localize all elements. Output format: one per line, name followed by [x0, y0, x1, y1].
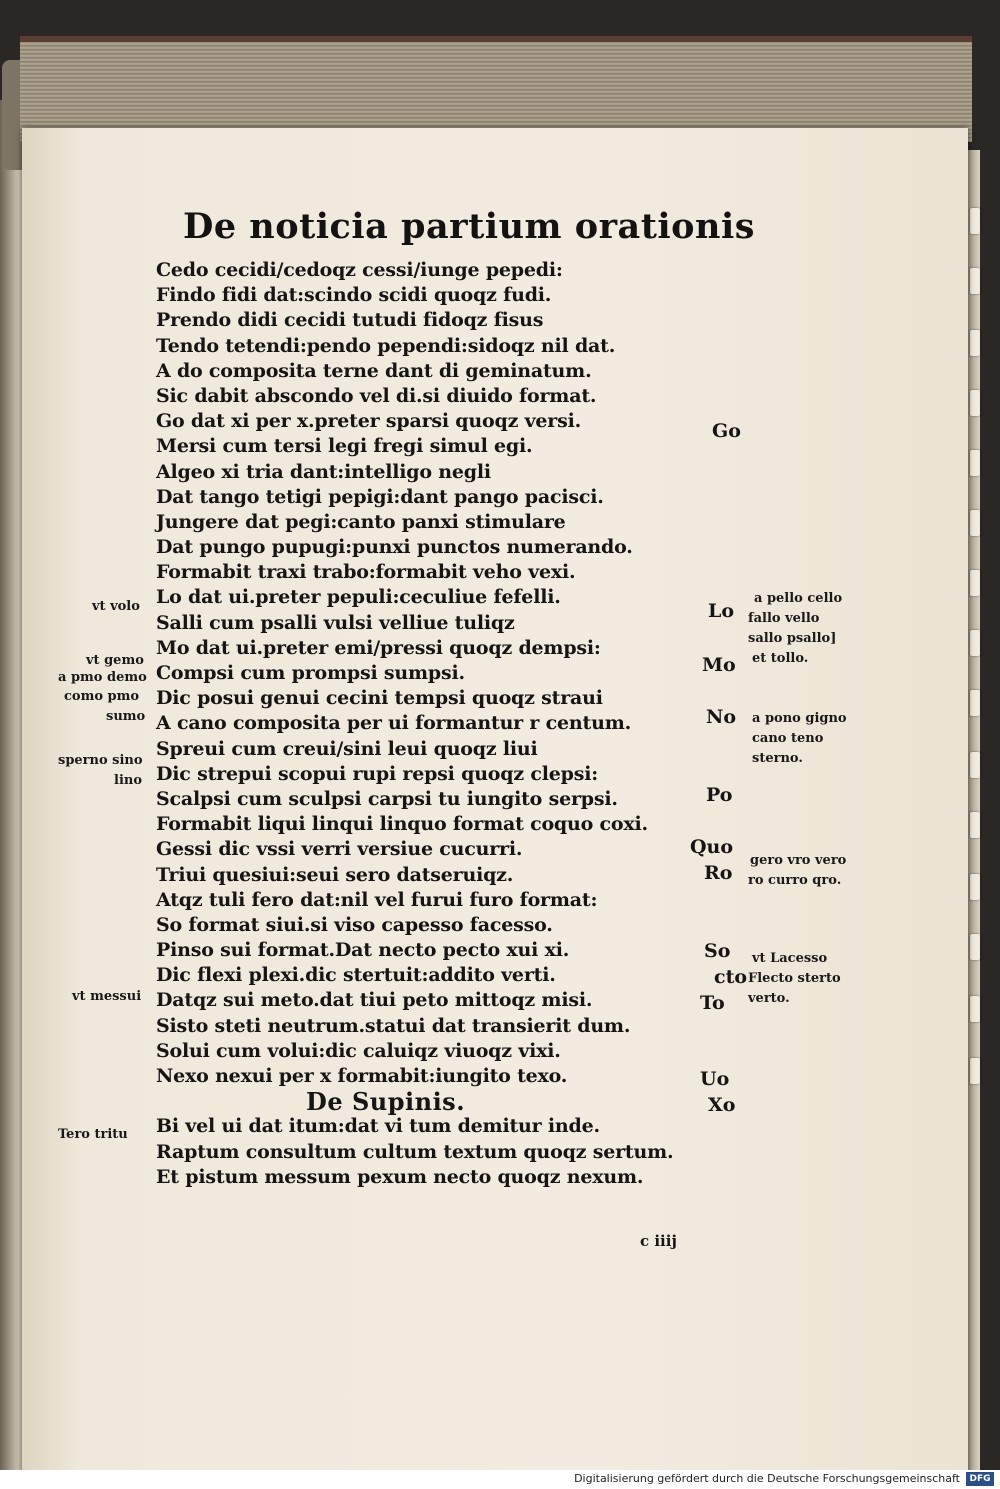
- verse-line: Sic dabit abscondo vel di.si diuido format.: [156, 384, 597, 407]
- right-mark: Uo: [700, 1068, 730, 1090]
- verse-line: Compsi cum prompsi sumpsi.: [156, 662, 465, 684]
- page-tab: [970, 752, 980, 778]
- left-gloss: lino: [114, 773, 142, 788]
- verse-line: Formabit liqui linqui linquo format coquo coxi.: [156, 813, 648, 836]
- verse-line: Algeo xi tria dant:intelligo negli: [156, 460, 491, 483]
- right-mark: No: [706, 706, 737, 728]
- verse-line: Gessi dic vssi verri versiue cucurri.: [156, 838, 523, 861]
- page-tab: [970, 1058, 980, 1084]
- verse-line: Mersi cum tersi legi fregi simul egi.: [156, 435, 533, 458]
- verse-line: Formabit traxi trabo:formabit veho vexi.: [156, 561, 576, 584]
- right-mark: Mo: [702, 654, 736, 676]
- folio-number: c iiij: [640, 1232, 677, 1250]
- left-gloss: vt messui: [72, 989, 142, 1004]
- page-tab: [970, 934, 980, 960]
- right-gloss: sterno.: [752, 751, 803, 766]
- verse-line: Dat tango tetigi pepigi:dant pango pacisci.: [156, 485, 604, 508]
- verse-line: Bi vel ui dat itum:dat vi tum demitur inde.: [156, 1115, 600, 1138]
- verse-line: Datqz sui meto.dat tiui peto mittoqz misi.: [156, 989, 593, 1012]
- verse-line: Sisto steti neutrum.statui dat transierit dum.: [156, 1014, 631, 1037]
- verse-line: Nexo nexui per x formabit:iungito texo.: [156, 1065, 568, 1087]
- right-mark: Ro: [704, 862, 733, 884]
- verse-line: Go dat xi per x.preter sparsi quoqz versi.: [156, 410, 582, 433]
- dfg-logo-icon[interactable]: DFG: [966, 1472, 994, 1486]
- verse-line: Triui quesiui:seui sero datseruiqz.: [156, 863, 514, 886]
- verse-line: Pinso sui format.Dat necto pecto xui xi.: [156, 939, 570, 962]
- right-mark: Go: [712, 420, 741, 442]
- page-tab: [970, 268, 980, 294]
- verse-line: So format siui.si viso capesso facesso.: [156, 913, 553, 936]
- section-heading: De Supinis.: [306, 1087, 466, 1117]
- right-gloss: gero vro vero: [750, 853, 847, 868]
- right-mark: Lo: [708, 600, 735, 622]
- verse-line: Dic flexi plexi.dic stertuit:addito verti.: [156, 964, 556, 987]
- page-stack-top: [20, 36, 972, 142]
- verse-line: Tendo tetendi:pendo pependi:sidoqz nil dat.: [156, 334, 616, 357]
- left-gloss: vt gemo: [86, 653, 144, 668]
- page-tab: [970, 450, 980, 476]
- right-gloss: ro curro qro.: [748, 873, 842, 888]
- right-mark: Quo: [690, 836, 734, 858]
- verse-line: Cedo cecidi/cedoqz cessi/iunge pepedi:: [156, 259, 563, 281]
- page-tab: [970, 690, 980, 716]
- page-title: De noticia partium orationis: [183, 206, 755, 247]
- right-gloss: vt Lacesso: [752, 951, 828, 966]
- verse-line: A cano composita per ui formantur r centum.: [156, 712, 632, 735]
- verse-line: Salli cum psalli vulsi velliue tuliqz: [156, 611, 515, 634]
- right-mark: Po: [706, 784, 733, 806]
- left-gloss: sumo: [106, 709, 146, 724]
- verse-line: Raptum consultum cultum textum quoqz sertum.: [156, 1140, 674, 1163]
- page-tab: [970, 630, 980, 656]
- footer-credit: Digitalisierung gefördert durch die Deutsche Forschungsgemeinschaft: [574, 1472, 960, 1485]
- right-mark: To: [700, 992, 725, 1014]
- verse-line: A do composita terne dant di geminatum.: [156, 359, 592, 382]
- left-gloss: vt volo: [92, 599, 140, 614]
- verse-line: Atqz tuli fero dat:nil vel furui furo format:: [156, 888, 598, 911]
- page-tab: [970, 390, 980, 416]
- left-gloss: a pmo demo: [58, 670, 147, 685]
- left-gloss: como pmo: [64, 689, 140, 704]
- right-gloss: a pello cello: [754, 591, 843, 606]
- verse-line: Lo dat ui.preter pepuli:ceculiue fefelli.: [156, 586, 561, 609]
- right-mark: cto: [714, 966, 748, 988]
- verse-line: Findo fidi dat:scindo scidi quoqz fudi.: [156, 284, 552, 307]
- verse-line: Solui cum volui:dic caluiqz viuoqz vixi.: [156, 1039, 561, 1062]
- verse-line: Dic strepui scopui rupi repsi quoqz clepsi:: [156, 762, 599, 785]
- verse-line: Spreui cum creui/sini leui quoqz liui: [156, 737, 538, 760]
- left-gloss: sperno sino: [58, 753, 143, 768]
- right-gloss: fallo vello: [748, 611, 820, 626]
- page-tab: [970, 812, 980, 838]
- right-mark: So: [704, 940, 731, 962]
- right-gloss: a pono gigno: [752, 711, 847, 726]
- right-gloss: cano teno: [752, 731, 824, 746]
- footer-bar: [0, 1470, 1000, 1489]
- verse-line: Scalpsi cum sculpsi carpsi tu iungito serpsi.: [156, 787, 618, 810]
- page-tab: [970, 996, 980, 1022]
- verse-line: Et pistum messum pexum necto quoqz nexum.: [156, 1165, 644, 1188]
- right-gloss: Flecto sterto: [748, 971, 841, 986]
- page-tab: [970, 330, 980, 356]
- page-tab: [970, 208, 980, 234]
- verse-text: [156, 258, 676, 1190]
- verse-line: Jungere dat pegi:canto panxi stimulare: [156, 510, 566, 533]
- verse-line: Mo dat ui.preter emi/pressi quoqz dempsi:: [156, 636, 601, 659]
- right-gloss: sallo psallo]: [748, 631, 837, 646]
- right-gloss: verto.: [748, 991, 790, 1006]
- verse-line: Dat pungo pupugi:punxi punctos numerando.: [156, 536, 633, 559]
- left-gloss: Tero tritu: [58, 1127, 128, 1142]
- verse-line: Dic posui genui cecini tempsi quoqz straui: [156, 687, 603, 710]
- right-mark: Xo: [708, 1094, 736, 1116]
- page-tab: [970, 570, 980, 596]
- page-tab: [970, 510, 980, 536]
- page-tab: [970, 874, 980, 900]
- right-gloss: et tollo.: [752, 651, 809, 666]
- verse-line: Prendo didi cecidi tutudi fidoqz fisus: [156, 309, 544, 332]
